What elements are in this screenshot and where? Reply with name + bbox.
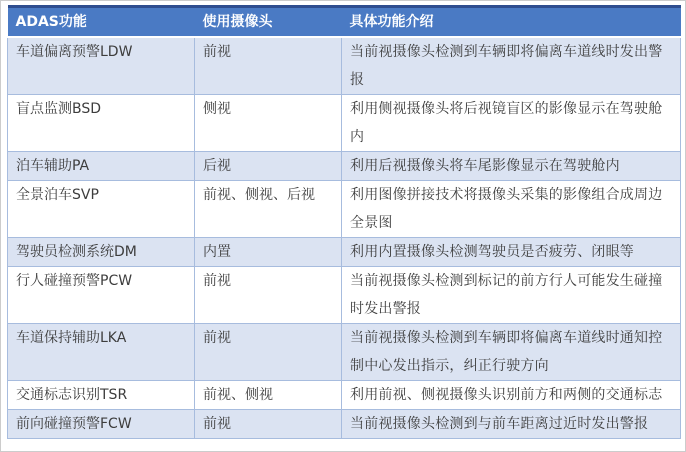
table-row bbox=[8, 381, 681, 410]
cell-cameras-used: 前视 bbox=[195, 267, 342, 324]
cell-adas-function: 行人碰撞预警PCW bbox=[8, 267, 195, 324]
cell-description: 利用图像拼接技术将摄像头采集的影像组合成周边全景图 bbox=[342, 181, 681, 238]
cell-description: 当前视摄像头检测到与前车距离过近时发出警报 bbox=[342, 410, 681, 439]
cell-cameras-used: 侧视 bbox=[195, 95, 342, 152]
cell-cameras-used: 后视 bbox=[195, 152, 342, 181]
table-row bbox=[8, 410, 681, 439]
table-row bbox=[8, 181, 681, 238]
cell-description: 当前视摄像头检测到车辆即将偏离车道线时发出警报 bbox=[342, 37, 681, 95]
cell-adas-function: 车道保持辅助LKA bbox=[8, 324, 195, 381]
cell-cameras-used: 内置 bbox=[195, 238, 342, 267]
table-header bbox=[8, 7, 681, 38]
cell-description: 利用侧视摄像头将后视镜盲区的影像显示在驾驶舱内 bbox=[342, 95, 681, 152]
cell-description: 当前视摄像头检测到标记的前方行人可能发生碰撞时发出警报 bbox=[342, 267, 681, 324]
cell-adas-function: 全景泊车SVP bbox=[8, 181, 195, 238]
table-row bbox=[8, 238, 681, 267]
cell-adas-function: 泊车辅助PA bbox=[8, 152, 195, 181]
cell-cameras-used: 前视、侧视 bbox=[195, 381, 342, 410]
column-header-description: 具体功能介绍 bbox=[342, 7, 681, 38]
column-header-adas-function: ADAS功能 bbox=[8, 7, 195, 38]
cell-cameras-used: 前视 bbox=[195, 37, 342, 95]
cell-description: 利用内置摄像头检测驾驶员是否疲劳、闭眼等 bbox=[342, 238, 681, 267]
cell-description: 当前视摄像头检测到车辆即将偏离车道线时通知控制中心发出指示，纠正行驶方向 bbox=[342, 324, 681, 381]
table-row bbox=[8, 152, 681, 181]
cell-description: 利用后视摄像头将车尾影像显示在驾驶舱内 bbox=[342, 152, 681, 181]
adas-functions-table bbox=[7, 5, 681, 439]
table-row bbox=[8, 95, 681, 152]
cell-adas-function: 车道偏离预警LDW bbox=[8, 37, 195, 95]
table-row bbox=[8, 324, 681, 381]
cell-cameras-used: 前视 bbox=[195, 324, 342, 381]
table-row bbox=[8, 267, 681, 324]
header-row bbox=[8, 7, 681, 38]
cell-cameras-used: 前视 bbox=[195, 410, 342, 439]
cell-adas-function: 前向碰撞预警FCW bbox=[8, 410, 195, 439]
table-row bbox=[8, 37, 681, 95]
cell-adas-function: 交通标志识别TSR bbox=[8, 381, 195, 410]
cell-cameras-used: 前视、侧视、后视 bbox=[195, 181, 342, 238]
table-body bbox=[8, 37, 681, 439]
column-header-cameras-used: 使用摄像头 bbox=[195, 7, 342, 38]
cell-description: 利用前视、侧视摄像头识别前方和两侧的交通标志 bbox=[342, 381, 681, 410]
cell-adas-function: 驾驶员检测系统DM bbox=[8, 238, 195, 267]
cell-adas-function: 盲点监测BSD bbox=[8, 95, 195, 152]
